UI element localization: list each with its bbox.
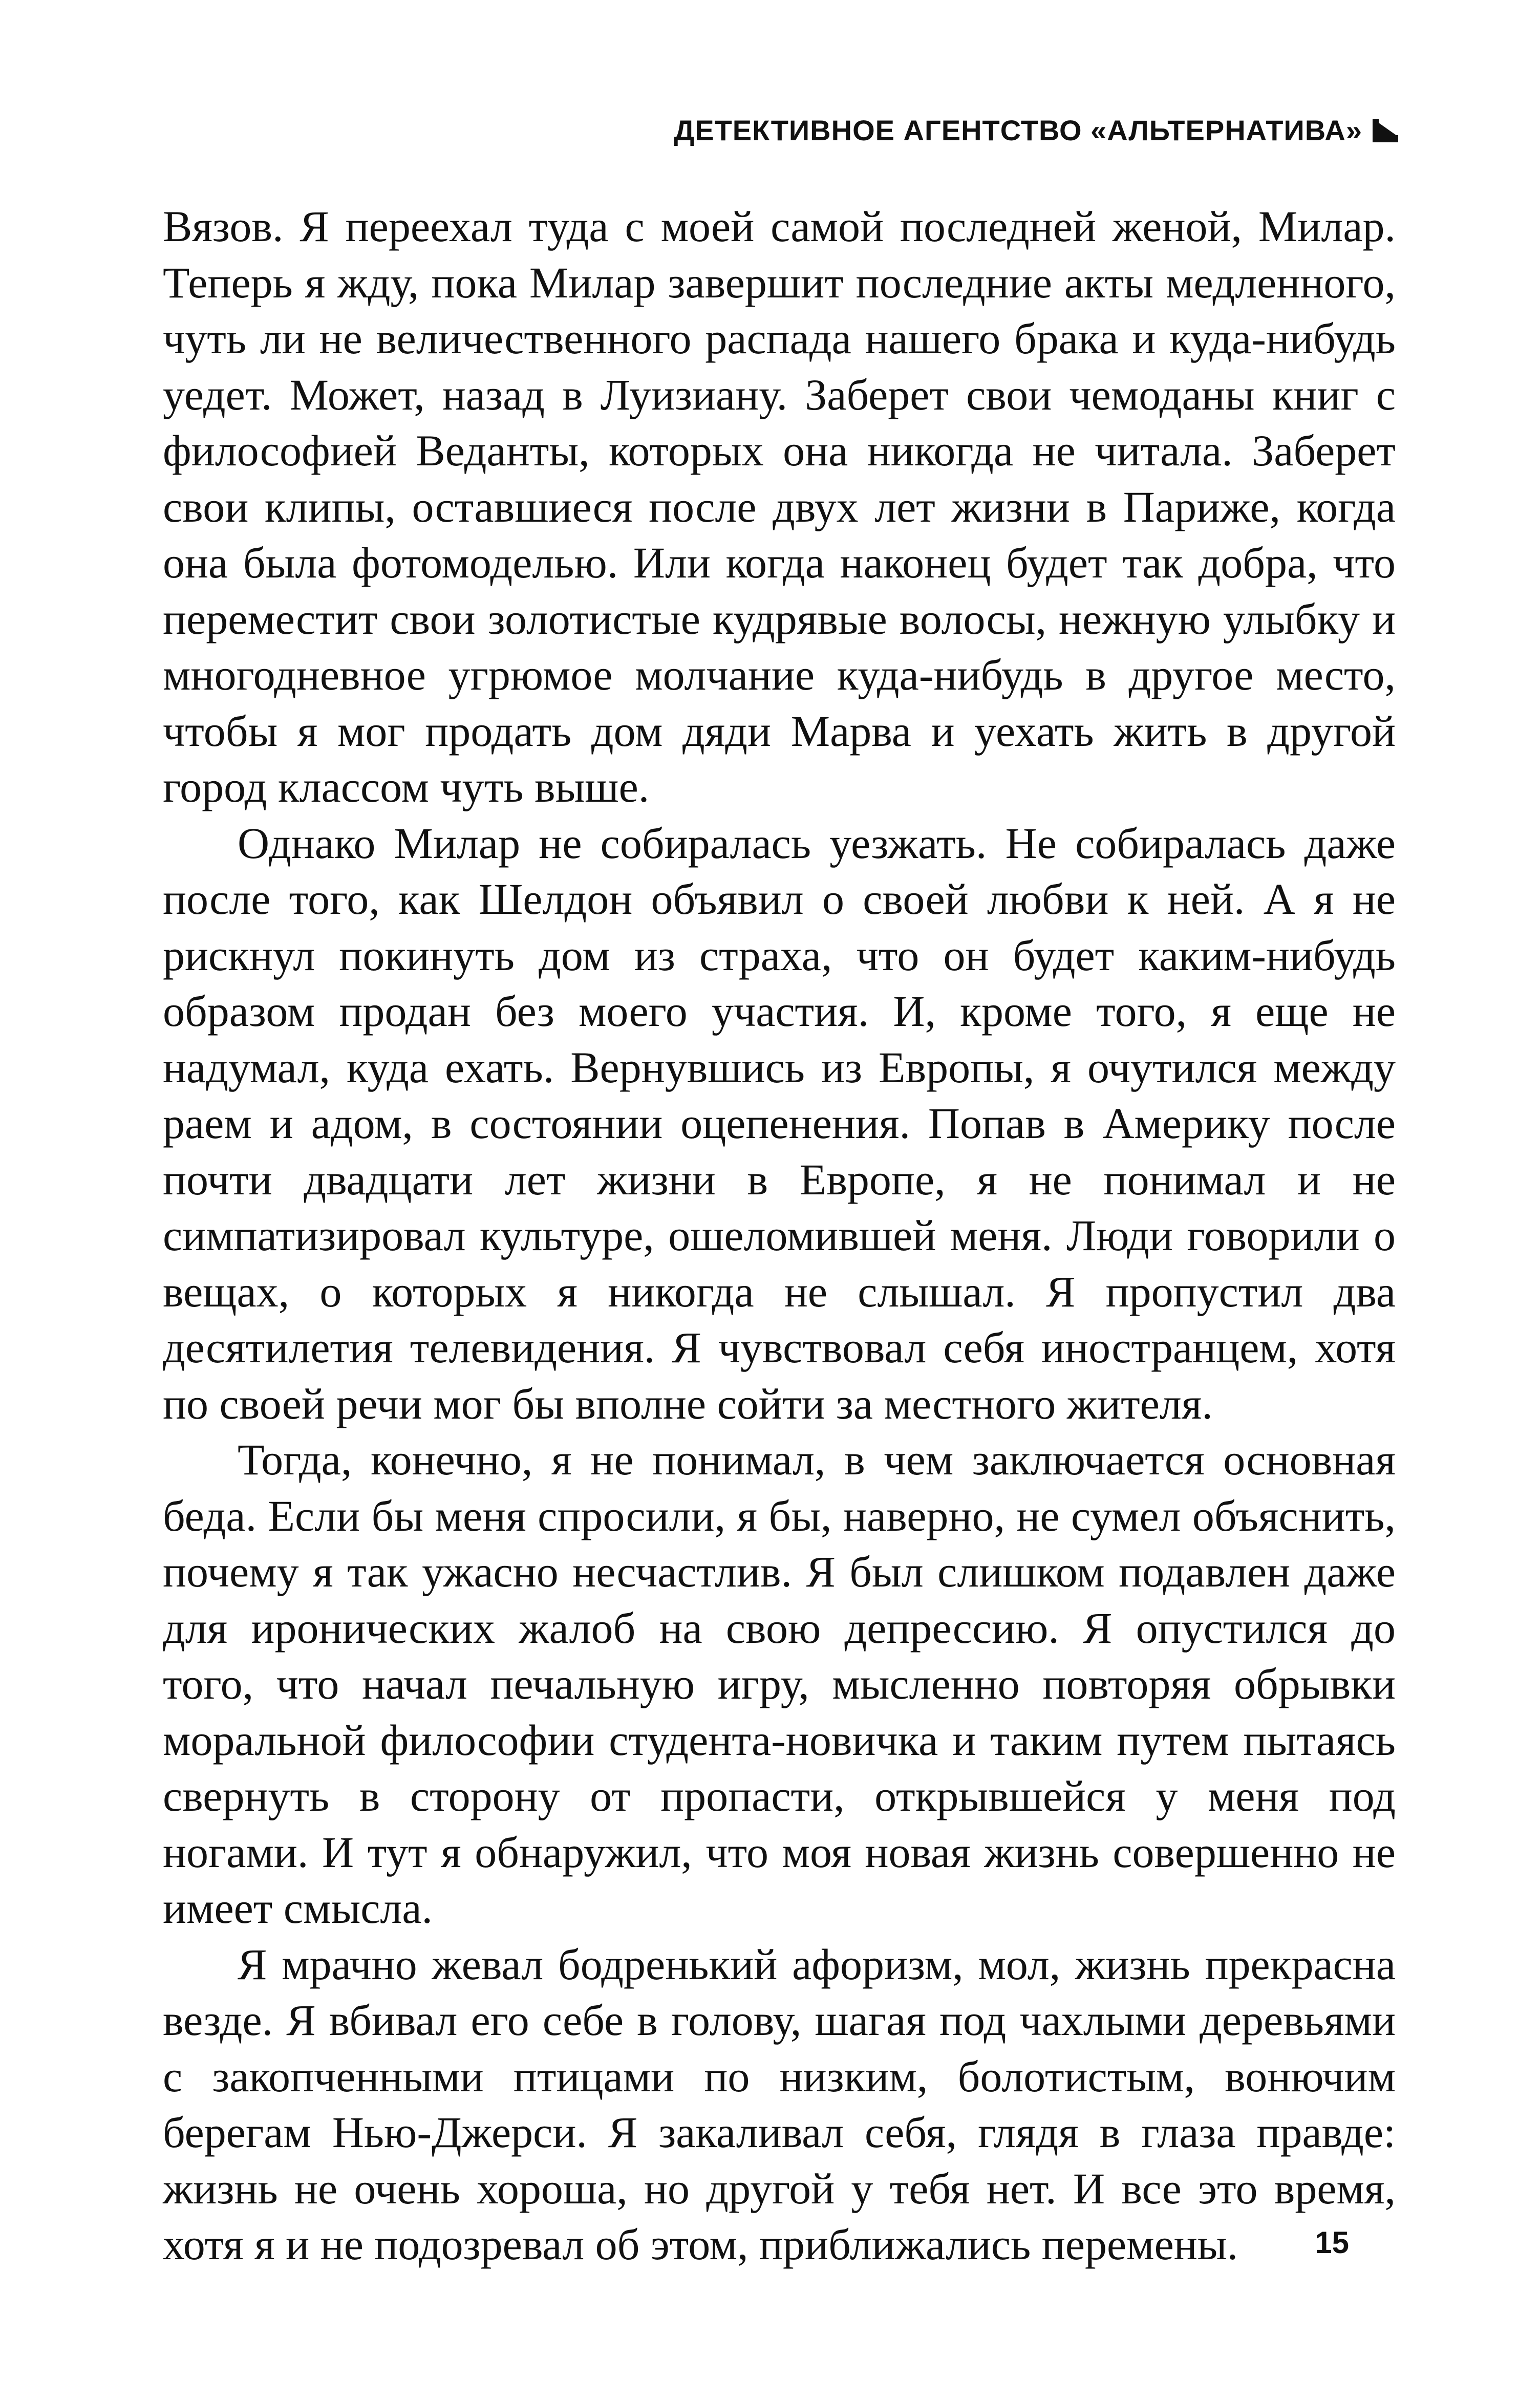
paragraph-3: Тогда, конечно, я не понимал, в чем заключается основная беда. Если бы меня спросили, я бы, наверно, не сумел объяснить, почему я так ужасно несчастлив. Я был слишком подавлен даже для иронических жалоб на свою депрессию. Я опустился до того, что начал печальную игру, мысленно повторяя обрывки моральной философии студента-новичка и таким путем пытаясь свернуть в сторону от пропасти, открывшейся у меня под ногами. И тут я обнаружил, что моя новая жизнь совершенно не имеет смысла. xyxy=(163,1435,1396,1933)
body-text xyxy=(163,199,1396,2273)
corner-triangle-icon xyxy=(1372,118,1399,143)
paragraph-2: Однако Милар не собиралась уезжать. Не собиралась даже после того, как Шелдон объявил о своей любви к ней. А я не рискнул покинуть дом из страха, что он будет каким-нибудь образом продан без моего участия. И, кроме того, я еще не надумал, куда ехать. Вернувшись из Европы, я очутился между раем и адом, в состоянии оцепенения. Попав в Америку после почти двадцати лет жизни в Европе, я не понимал и не симпатизировал культуре, ошеломившей меня. Люди говорили о вещах, о которых я никогда не слышал. Я пропустил два десятилетия телевидения. Я чувствовал себя иностранцем, хотя по своей речи мог бы вполне сойти за местного жителя. xyxy=(163,818,1396,1428)
page-number: 15 xyxy=(1315,2225,1349,2260)
running-header xyxy=(674,114,1399,147)
paragraph-1: Вязов. Я переехал туда с моей самой последней женой, Милар. Теперь я жду, пока Милар завершит последние акты медленного, чуть ли не величественного распада нашего брака и куда-нибудь уедет. Может, назад в Луизиану. Заберет свои чемоданы книг с философией Веданты, которых она никогда не читала. Заберет свои клипы, оставшиеся после двух лет жизни в Париже, когда она была фотомоделью. Или когда наконец будет так добра, что переместит свои золотистые кудрявые волосы, нежную улыбку и многодневное угрюмое молчание куда-нибудь в другое место, чтобы я мог продать дом дяди Марва и уехать жить в другой город классом чуть выше. xyxy=(163,202,1396,811)
running-header-title: ДЕТЕКТИВНОЕ АГЕНТСТВО «АЛЬТЕРНАТИВА» xyxy=(674,114,1362,146)
paragraph-4: Я мрачно жевал бодренький афоризм, мол, жизнь прекрасна везде. Я вбивал его себе в голову, шагая под чахлыми деревьями с закопченными птицами по низким, болотистым, вонючим берегам Нью-Джерси. Я закаливал себя, глядя в глаза правде: жизнь не очень хороша, но другой у тебя нет. И все это время, хотя я и не подозревал об этом, приближались перемены. xyxy=(163,1939,1396,2269)
